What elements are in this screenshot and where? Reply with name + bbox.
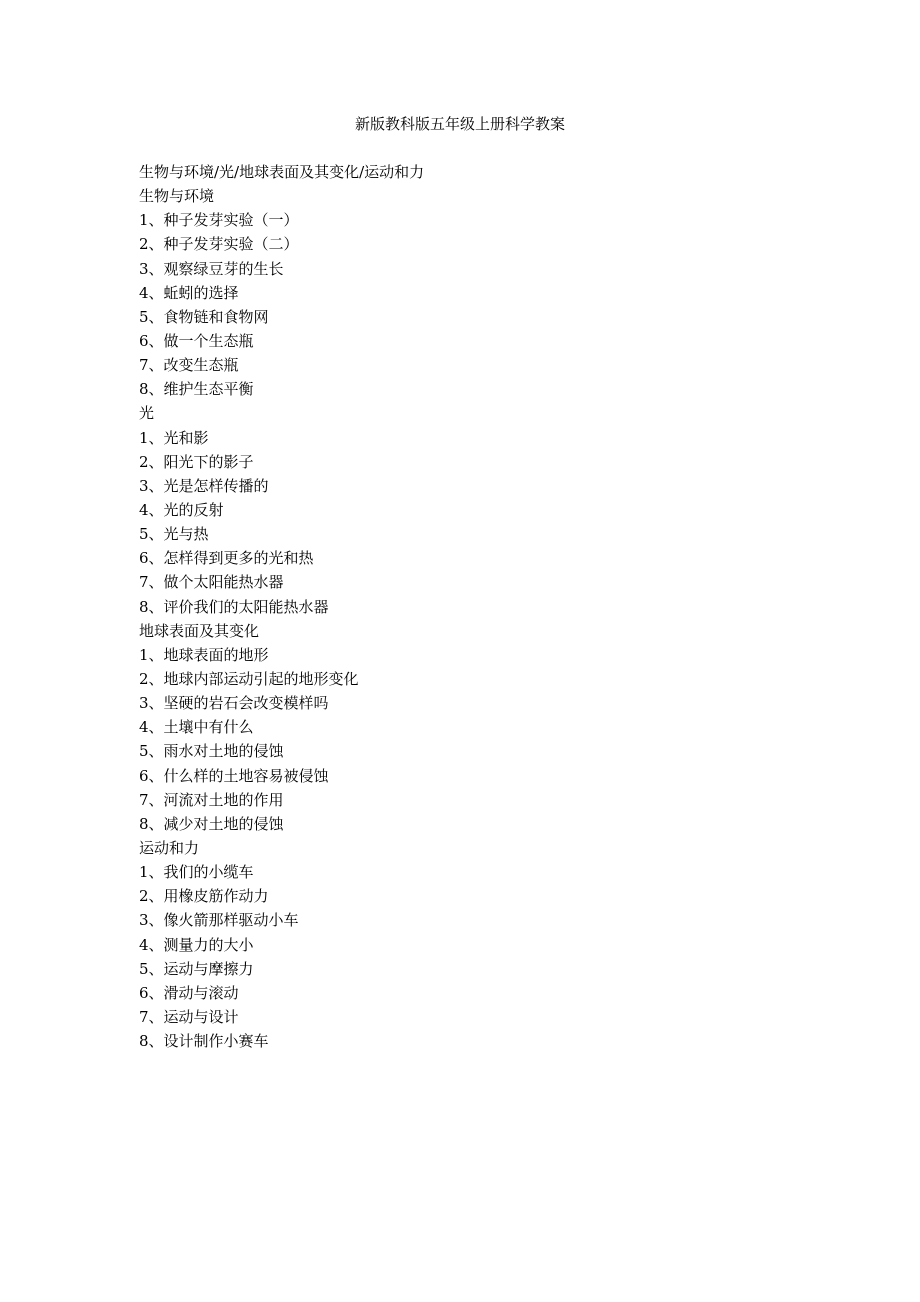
section-heading: 光 [139,404,155,423]
section-light [139,401,819,618]
list-item: 4、测量力的大小 [139,935,254,954]
list-item: 1、我们的小缆车 [139,863,254,882]
list-item: 8、减少对土地的侵蚀 [139,814,284,833]
list-item: 7、河流对土地的作用 [139,790,284,809]
list-item: 1、地球表面的地形 [139,645,269,664]
list-item: 5、光与热 [139,525,209,544]
list-item: 8、维护生态平衡 [139,380,254,399]
section-motion-force [139,836,819,1053]
list-item: 3、观察绿豆芽的生长 [139,259,284,278]
list-item: 2、用橡皮筋作动力 [139,887,269,906]
list-item: 6、什么样的土地容易被侵蚀 [139,766,329,785]
list-item: 5、雨水对土地的侵蚀 [139,742,284,761]
list-item: 3、坚硬的岩石会改变模样吗 [139,694,329,713]
list-item: 3、像火箭那样驱动小车 [139,911,299,930]
section-living-environment [139,184,819,401]
list-item: 2、阳光下的影子 [139,452,254,471]
list-item: 7、改变生态瓶 [139,356,239,375]
list-item: 5、食物链和食物网 [139,307,269,326]
list-item: 7、运动与设计 [139,1007,239,1026]
list-item: 2、地球内部运动引起的地形变化 [139,669,359,688]
section-earth-surface [139,619,819,836]
document-body [139,160,819,1053]
list-item: 1、种子发芽实验（一） [139,211,299,230]
section-heading: 生物与环境 [139,187,215,206]
section-heading: 地球表面及其变化 [139,621,260,640]
list-item: 2、种子发芽实验（二） [139,235,299,254]
list-item: 4、光的反射 [139,500,224,519]
list-item: 8、设计制作小赛车 [139,1032,269,1051]
list-item: 4、蚯蚓的选择 [139,283,239,302]
list-item: 3、光是怎样传播的 [139,476,269,495]
list-item: 4、土壤中有什么 [139,718,254,737]
list-item: 1、光和影 [139,428,209,447]
section-heading: 运动和力 [139,838,200,857]
list-item: 5、运动与摩擦力 [139,959,254,978]
list-item: 7、做个太阳能热水器 [139,573,284,592]
list-item: 6、滑动与滚动 [139,983,239,1002]
list-item: 8、评价我们的太阳能热水器 [139,597,329,616]
list-item: 6、怎样得到更多的光和热 [139,549,314,568]
document-title: 新版教科版五年级上册科学教案 [354,115,565,133]
list-item: 6、做一个生态瓶 [139,331,254,350]
overview-line: 生物与环境/光/地球表面及其变化/运动和力 [139,163,425,181]
